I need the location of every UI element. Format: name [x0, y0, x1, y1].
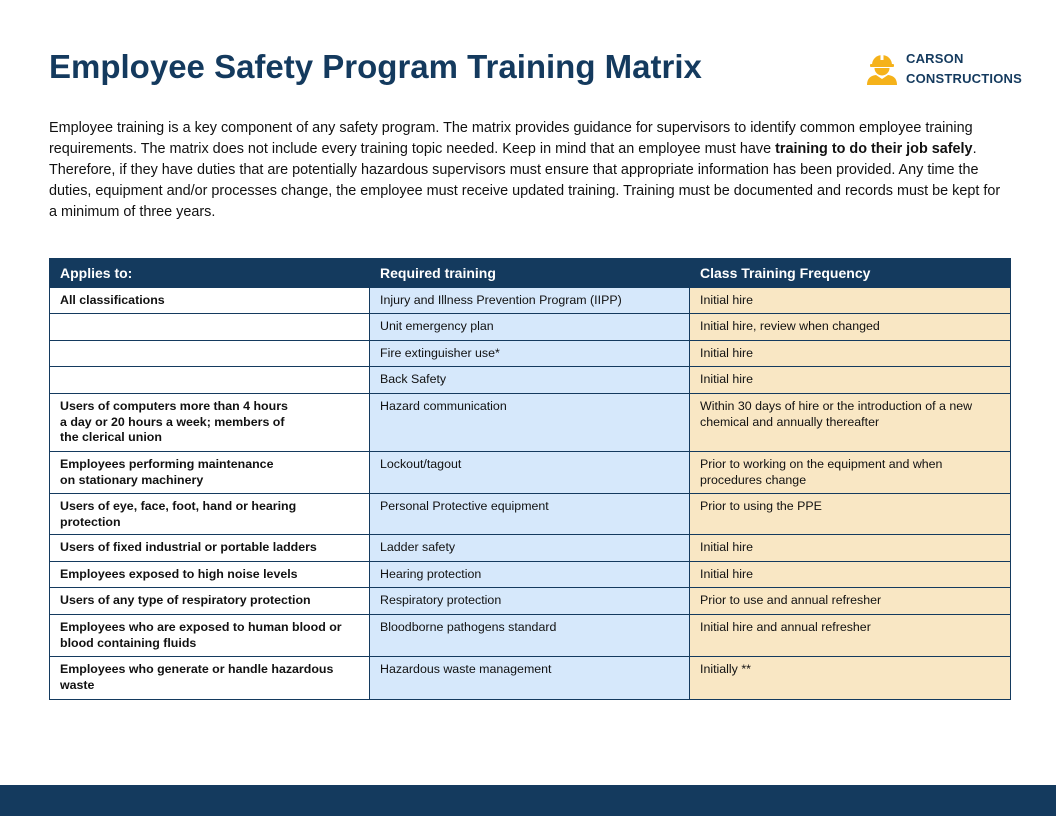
applies-to-cell — [50, 341, 370, 367]
table-row — [50, 588, 1011, 615]
required-training-cell: Injury and Illness Prevention Program (IIPP) — [370, 288, 690, 314]
intro-text-part1: Employee training is a key component of any safety program. The matrix provides guidance for supervisors to identify common employee training requirements. The matrix does not include every training topic needed. Keep in mind that an employee must have — [49, 120, 973, 157]
table-row — [50, 341, 1011, 367]
required-training-cell: Respiratory protection — [370, 588, 690, 615]
frequency-cell: Initial hire — [690, 367, 1011, 394]
intro-text-bold: training to do their job safely — [775, 141, 973, 157]
applies-to-cell — [50, 367, 370, 394]
header-applies-to: Applies to: — [50, 259, 370, 288]
required-training-cell: Fire extinguisher use* — [370, 341, 690, 367]
brand-logo — [864, 48, 1024, 88]
applies-to-cell: Employees exposed to high noise levels — [50, 562, 370, 588]
table-row — [50, 615, 1011, 657]
applies-to-cell — [50, 314, 370, 341]
applies-to-cell: Employees who generate or handle hazardous waste — [50, 657, 370, 700]
frequency-cell: Initially ** — [690, 657, 1011, 700]
frequency-cell: Initial hire — [690, 288, 1011, 314]
construction-worker-icon — [864, 51, 900, 87]
required-training-cell: Lockout/tagout — [370, 452, 690, 494]
brand-name-line1: CARSON — [906, 51, 964, 66]
frequency-cell: Initial hire — [690, 535, 1011, 562]
table-row — [50, 394, 1011, 452]
table-row — [50, 288, 1011, 314]
applies-to-cell: Users of fixed industrial or portable ladders — [50, 535, 370, 562]
header-training-frequency: Class Training Frequency — [690, 259, 1011, 288]
required-training-cell: Hazardous waste management — [370, 657, 690, 700]
table-row — [50, 562, 1011, 588]
table-row — [50, 367, 1011, 394]
footer-bar — [0, 785, 1056, 816]
required-training-cell: Ladder safety — [370, 535, 690, 562]
training-matrix-table — [49, 258, 1011, 700]
table-row — [50, 314, 1011, 341]
frequency-cell: Prior to using the PPE — [690, 494, 1011, 535]
required-training-cell: Hazard communication — [370, 394, 690, 452]
applies-to-cell: Employees performing maintenance on stationary machinery — [50, 452, 370, 494]
table-row — [50, 535, 1011, 562]
frequency-cell: Prior to use and annual refresher — [690, 588, 1011, 615]
applies-to-cell: All classifications — [50, 288, 370, 314]
required-training-cell: Bloodborne pathogens standard — [370, 615, 690, 657]
required-training-cell: Back Safety — [370, 367, 690, 394]
required-training-cell: Personal Protective equipment — [370, 494, 690, 535]
table-row — [50, 657, 1011, 700]
applies-to-cell: Users of eye, face, foot, hand or hearing protection — [50, 494, 370, 535]
brand-name-line2: CONSTRUCTIONS — [906, 71, 1022, 86]
applies-to-cell: Users of computers more than 4 hours a day or 20 hours a week; members of the clerical union — [50, 394, 370, 452]
applies-to-cell: Users of any type of respiratory protection — [50, 588, 370, 615]
frequency-cell: Initial hire — [690, 562, 1011, 588]
frequency-cell: Within 30 days of hire or the introduction of a new chemical and annually thereafter — [690, 394, 1011, 452]
frequency-cell: Initial hire and annual refresher — [690, 615, 1011, 657]
table-header-row — [50, 259, 1011, 288]
table-row — [50, 452, 1011, 494]
frequency-cell: Initial hire — [690, 341, 1011, 367]
applies-to-cell: Employees who are exposed to human blood or blood containing fluids — [50, 615, 370, 657]
required-training-cell: Hearing protection — [370, 562, 690, 588]
page-title: Employee Safety Program Training Matrix — [49, 48, 702, 85]
intro-paragraph — [49, 118, 1009, 223]
table-row — [50, 494, 1011, 535]
frequency-cell: Prior to working on the equipment and when procedures change — [690, 452, 1011, 494]
frequency-cell: Initial hire, review when changed — [690, 314, 1011, 341]
header-required-training: Required training — [370, 259, 690, 288]
required-training-cell: Unit emergency plan — [370, 314, 690, 341]
intro-text-part2: . Therefore, if they have duties that are potentially hazardous supervisors must ensure that appropriate information has been provided. Any time the duties, equipment and/or processes change, the employee must receive updated training. Training must be documented and records must be kept for a minimum of three years. — [49, 141, 1001, 220]
